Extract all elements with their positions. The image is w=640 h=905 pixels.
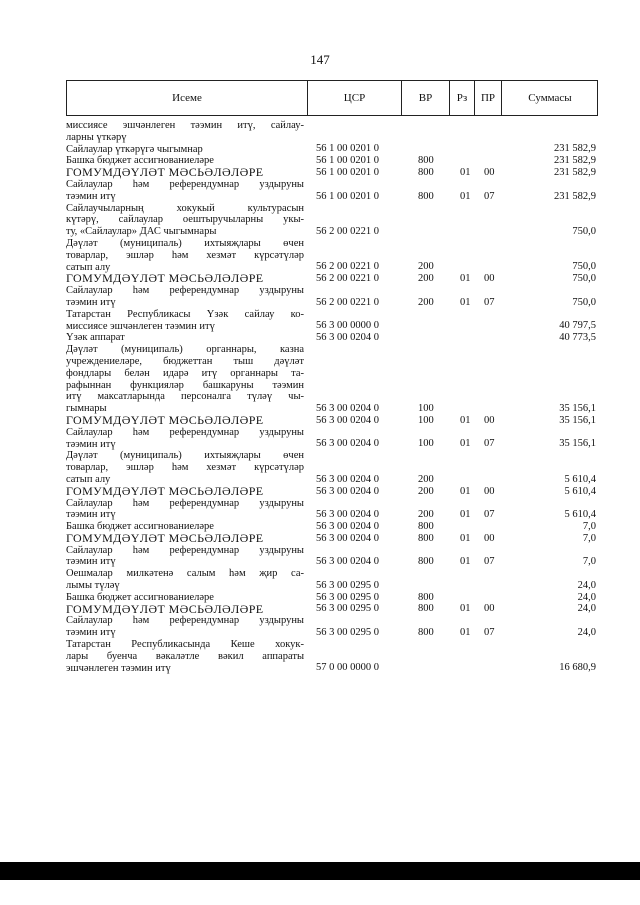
row-sum: 231 582,9 xyxy=(554,155,596,167)
table-row xyxy=(66,179,606,203)
row-sum: 24,0 xyxy=(577,579,596,591)
row-name-line: ГОМУМДӘҮЛӘТ МӘСЬӘЛӘЛӘРЕ xyxy=(66,530,264,545)
table-row xyxy=(66,427,606,451)
header-pr: ПР xyxy=(474,81,501,115)
row-vr: 800 xyxy=(418,520,434,532)
row-name-line: тәэмин итү xyxy=(66,438,116,450)
table-row xyxy=(66,344,606,415)
table-body xyxy=(66,120,606,674)
row-name-line: ГОМУМДӘҮЛӘТ МӘСЬӘЛӘЛӘРЕ xyxy=(66,601,264,616)
page-number: 147 xyxy=(310,52,330,67)
row-csr: 56 3 00 0295 0 xyxy=(316,579,379,591)
row-name xyxy=(66,545,304,569)
row-sum: 16 680,9 xyxy=(559,662,596,674)
row-vr: 800 xyxy=(418,627,434,639)
row-rz: 01 xyxy=(460,485,471,497)
row-vr: 200 xyxy=(418,473,434,485)
row-sum: 7,0 xyxy=(582,520,596,532)
row-csr: 56 3 00 0204 0 xyxy=(316,473,379,485)
row-name xyxy=(66,483,304,498)
row-csr: 56 3 00 0204 0 xyxy=(316,414,379,426)
row-rz: 01 xyxy=(460,603,471,615)
row-vr: 200 xyxy=(418,273,434,285)
row-csr: 56 1 00 0201 0 xyxy=(316,143,379,155)
row-vr: 800 xyxy=(418,190,434,202)
header-vr: ВР xyxy=(401,81,449,115)
row-pr: 00 xyxy=(484,603,495,615)
row-csr: 57 0 00 0000 0 xyxy=(316,662,379,674)
header-rz: Рз xyxy=(449,81,474,115)
row-sum: 40 773,5 xyxy=(559,332,596,344)
row-name xyxy=(66,412,304,427)
row-name-line: ту, «Сайлаулар» ДАС чыгымнары xyxy=(66,226,217,238)
row-rz: 01 xyxy=(460,166,471,178)
row-name-line: тәэмин итү xyxy=(66,627,116,639)
row-name-line: ГОМУМДӘҮЛӘТ МӘСЬӘЛӘЛӘРЕ xyxy=(66,483,264,498)
row-csr: 56 3 00 0204 0 xyxy=(316,520,379,532)
row-name-line: лары буенча вәкаләтле вәкил аппараты xyxy=(66,650,304,662)
row-vr: 800 xyxy=(418,556,434,568)
row-pr: 00 xyxy=(484,414,495,426)
row-name-line: Сайлаулар үткәрүгә чыгымнар xyxy=(66,143,203,155)
row-pr: 00 xyxy=(484,532,495,544)
row-name xyxy=(66,530,304,545)
row-sum: 5 610,4 xyxy=(564,509,596,521)
row-csr: 56 1 00 0201 0 xyxy=(316,190,379,202)
row-rz: 01 xyxy=(460,296,471,308)
row-name-line: Татарстан Республикасында Кеше хокук- xyxy=(66,639,304,651)
table-row xyxy=(66,238,606,273)
table-row xyxy=(66,144,606,156)
row-pr: 00 xyxy=(484,485,495,497)
row-name-line: Сайлаулар һәм референдумнар уздыруны xyxy=(66,426,304,438)
row-name-line: Татарстан Республикасы Үзәк сайлау ко- xyxy=(66,308,304,320)
row-name xyxy=(66,120,304,144)
row-csr: 56 2 00 0221 0 xyxy=(316,296,379,308)
row-name-line: Сайлаулар һәм референдумнар уздыруны xyxy=(66,615,304,627)
table-row xyxy=(66,309,606,333)
row-name xyxy=(66,332,304,344)
row-name xyxy=(66,238,304,273)
row-name-line: Сайлаучыларның хокукый культурасын xyxy=(66,202,304,214)
row-name-line: Дәүләт (муниципаль) органнары, казна xyxy=(66,344,304,356)
table-row xyxy=(66,498,606,522)
row-vr: 100 xyxy=(418,402,434,414)
row-name-line: Сайлаулар һәм референдумнар уздыруны xyxy=(66,285,304,297)
row-sum: 750,0 xyxy=(572,273,596,285)
scan-edge-bar xyxy=(0,862,640,880)
row-name xyxy=(66,427,304,451)
row-pr: 07 xyxy=(484,296,495,308)
row-name-line: Сайлаулар һәм референдумнар уздыруны xyxy=(66,497,304,509)
row-csr: 56 3 00 0295 0 xyxy=(316,591,379,603)
row-rz: 01 xyxy=(460,414,471,426)
row-rz: 01 xyxy=(460,438,471,450)
row-pr: 07 xyxy=(484,509,495,521)
row-name xyxy=(66,615,304,639)
row-pr: 00 xyxy=(484,273,495,285)
row-csr: 56 1 00 0201 0 xyxy=(316,166,379,178)
row-name-line: рафыннан функцияләр башкаруны тәэмин xyxy=(66,379,304,391)
row-name-line: Башка бюджет ассигнованиеләре xyxy=(66,155,214,167)
row-name xyxy=(66,203,304,238)
table-header xyxy=(66,80,598,116)
row-vr: 800 xyxy=(418,155,434,167)
table-row xyxy=(66,545,606,569)
row-name xyxy=(66,309,304,333)
row-name-line: ГОМУМДӘҮЛӘТ МӘСЬӘЛӘЛӘРЕ xyxy=(66,165,264,180)
row-name-line: сатып алу xyxy=(66,261,111,273)
row-name xyxy=(66,450,304,485)
row-vr: 200 xyxy=(418,261,434,273)
row-rz: 01 xyxy=(460,273,471,285)
row-name-line: тәэмин итү xyxy=(66,190,116,202)
row-name-line: миссиясе эшчәнлеген тәэмин итү, сайлау- xyxy=(66,120,304,131)
row-vr: 100 xyxy=(418,414,434,426)
row-name-line: гымнары xyxy=(66,403,107,415)
row-name-line: тәэмин итү xyxy=(66,509,116,521)
table-row xyxy=(66,273,606,285)
row-csr: 56 2 00 0221 0 xyxy=(316,225,379,237)
row-name-line: Оешмалар милкәтенә салым һәм җир са- xyxy=(66,568,304,580)
row-csr: 56 3 00 0204 0 xyxy=(316,532,379,544)
table-row xyxy=(66,120,606,144)
row-name-line: сатып алу xyxy=(66,473,111,485)
row-name-line: ларны үткәрү xyxy=(66,131,127,143)
row-sum: 24,0 xyxy=(577,591,596,603)
row-rz: 01 xyxy=(460,190,471,202)
row-name-line: Сайлаулар һәм референдумнар уздыруны xyxy=(66,544,304,556)
row-sum: 24,0 xyxy=(577,603,596,615)
row-csr: 56 3 00 0000 0 xyxy=(316,320,379,332)
header-sum: Суммасы xyxy=(501,81,598,115)
table-row xyxy=(66,285,606,309)
row-vr: 200 xyxy=(418,296,434,308)
row-vr: 200 xyxy=(418,509,434,521)
row-sum: 40 797,5 xyxy=(559,320,596,332)
table-row xyxy=(66,483,606,498)
table-row xyxy=(66,639,606,674)
row-name xyxy=(66,144,304,156)
row-name xyxy=(66,639,304,674)
row-sum: 35 156,1 xyxy=(559,402,596,414)
row-name-line: тәэмин итү xyxy=(66,296,116,308)
row-vr: 800 xyxy=(418,603,434,615)
header-name: Исеме xyxy=(172,92,202,104)
row-pr: 07 xyxy=(484,556,495,568)
row-sum: 24,0 xyxy=(577,627,596,639)
row-csr: 56 3 00 0295 0 xyxy=(316,627,379,639)
row-name-line: учреждениеләре, бюджеттан тыш дәүләт xyxy=(66,355,304,367)
row-pr: 07 xyxy=(484,190,495,202)
row-name-line: күтәрү, сайлаулар оештыручыларны укы- xyxy=(66,214,304,226)
table-row xyxy=(66,601,606,616)
row-name-line: ГОМУМДӘҮЛӘТ МӘСЬӘЛӘЛӘРЕ xyxy=(66,412,264,427)
header-csr: ЦСР xyxy=(307,81,401,115)
row-sum: 231 582,9 xyxy=(554,143,596,155)
table-row xyxy=(66,412,606,427)
row-name-line: лымы түләү xyxy=(66,580,120,592)
row-sum: 750,0 xyxy=(572,296,596,308)
row-sum: 7,0 xyxy=(582,532,596,544)
table-row xyxy=(66,530,606,545)
row-rz: 01 xyxy=(460,532,471,544)
row-name xyxy=(66,344,304,415)
row-rz: 01 xyxy=(460,556,471,568)
row-pr: 07 xyxy=(484,438,495,450)
row-sum: 5 610,4 xyxy=(564,473,596,485)
row-name xyxy=(66,601,304,616)
row-pr: 07 xyxy=(484,627,495,639)
row-name-line: товарлар, эшләр һәм хезмәт күрсәтүләр xyxy=(66,462,304,474)
row-csr: 56 2 00 0221 0 xyxy=(316,261,379,273)
row-rz: 01 xyxy=(460,509,471,521)
row-csr: 56 3 00 0204 0 xyxy=(316,509,379,521)
row-csr: 56 3 00 0204 0 xyxy=(316,438,379,450)
row-csr: 56 3 00 0204 0 xyxy=(316,402,379,414)
row-name xyxy=(66,498,304,522)
row-vr: 800 xyxy=(418,591,434,603)
table-row xyxy=(66,615,606,639)
row-name-line: итү максатларында персоналга түләү чы- xyxy=(66,391,304,403)
row-csr: 56 3 00 0295 0 xyxy=(316,603,379,615)
row-name-line: ГОМУМДӘҮЛӘТ МӘСЬӘЛӘЛӘРЕ xyxy=(66,271,264,286)
row-sum: 5 610,4 xyxy=(564,485,596,497)
row-name-line: эшчәнлеген тәэмин итү xyxy=(66,662,171,674)
table-row xyxy=(66,568,606,592)
row-name xyxy=(66,273,304,285)
table-row xyxy=(66,450,606,485)
row-name-line: Дәүләт (муниципаль) ихтыяҗлары өчен xyxy=(66,450,304,462)
row-sum: 35 156,1 xyxy=(559,438,596,450)
row-csr: 56 3 00 0204 0 xyxy=(316,556,379,568)
row-vr: 200 xyxy=(418,485,434,497)
row-name-line: Башка бюджет ассигнованиеләре xyxy=(66,521,214,533)
row-name-line: Дәүләт (муниципаль) ихтыяҗлары өчен xyxy=(66,237,304,249)
row-name-line: Сайлаулар һәм референдумнар уздыруны xyxy=(66,178,304,190)
row-sum: 7,0 xyxy=(582,556,596,568)
row-csr: 56 3 00 0204 0 xyxy=(316,332,379,344)
table-row xyxy=(66,332,606,344)
row-name-line: товарлар, эшләр һәм хезмәт күрсәтүләр xyxy=(66,249,304,261)
row-sum: 750,0 xyxy=(572,261,596,273)
row-pr: 00 xyxy=(484,166,495,178)
table-row xyxy=(66,167,606,179)
row-csr: 56 1 00 0201 0 xyxy=(316,155,379,167)
row-name-line: Үзәк аппарат xyxy=(66,332,125,344)
row-name xyxy=(66,285,304,309)
row-name xyxy=(66,167,304,179)
row-csr: 56 3 00 0204 0 xyxy=(316,485,379,497)
row-sum: 231 582,9 xyxy=(554,166,596,178)
row-name xyxy=(66,179,304,203)
row-name xyxy=(66,568,304,592)
row-rz: 01 xyxy=(460,627,471,639)
row-name-line: Башка бюджет ассигнованиеләре xyxy=(66,591,214,603)
row-name-line: тәэмин итү xyxy=(66,556,116,568)
row-sum: 231 582,9 xyxy=(554,190,596,202)
row-vr: 100 xyxy=(418,438,434,450)
row-vr: 800 xyxy=(418,166,434,178)
row-sum: 35 156,1 xyxy=(559,414,596,426)
row-vr: 800 xyxy=(418,532,434,544)
row-sum: 750,0 xyxy=(572,225,596,237)
row-name-line: миссиясе эшчәнлеген тәэмин итү xyxy=(66,320,215,332)
table-row xyxy=(66,203,606,238)
row-name-line: фондлары белән идарә итү органнары та- xyxy=(66,367,304,379)
row-csr: 56 2 00 0221 0 xyxy=(316,273,379,285)
